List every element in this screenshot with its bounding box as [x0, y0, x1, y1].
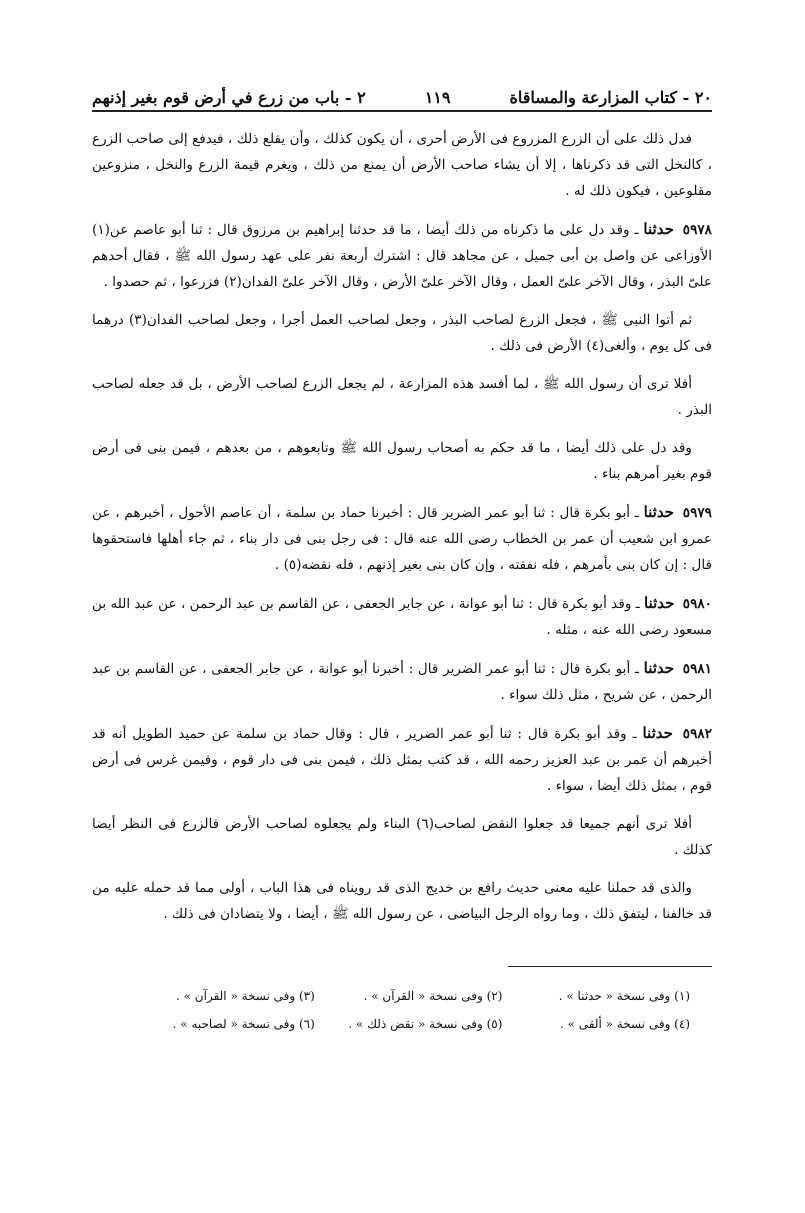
running-header	[92, 84, 712, 110]
footnote: (١) وفى نسخة « حدثنا » .	[558, 989, 690, 1003]
hadith-number: ٥٩٨٢	[682, 726, 713, 742]
footnote-row	[130, 982, 690, 1010]
footnotes	[130, 982, 690, 1038]
paragraph-text: فدل ذلك على أن الزرع المزروع فى الأرض أحرى ، أن يكون كذلك ، وأن يقلع ذلك ، فيدفع إلى صاحب الزرع ، كالنخل التى قد ذكرناها ، إلا أن يشاء صاحب الأرض أن يمنع من ذلك ، ويغرم قيمة الزرع والنخل ، منزوعين مقلوعين ، فيكون ذلك له .	[92, 131, 712, 199]
hadith-paragraph	[92, 590, 712, 643]
footnote: (٦) وفى نسخة « لصاحبه » .	[172, 1017, 315, 1031]
hadith-keyword: حدثنا	[643, 220, 674, 238]
hadith-paragraph	[92, 720, 712, 799]
paragraph	[92, 875, 712, 927]
page-number: ١١٩	[424, 87, 451, 107]
paragraph	[92, 811, 712, 863]
footnote-divider	[508, 966, 712, 967]
hadith-keyword: حدثنا	[643, 503, 674, 521]
paragraph-text: ـ وقد أبو بكرة قال : ثنا أبو عوانة ، عن جابر الجعفى ، عن القاسم بن عبد الرحمن ، عن عبد الله بن مسعود رضى الله عنه ، مثله .	[92, 596, 712, 638]
hadith-number: ٥٩٧٨	[682, 222, 712, 238]
paragraph-text: ـ أبو بكرة قال : ثنا أبو عمر الضرير قال : أخبرنا حماد بن سلمة ، أن عاصم الأحول ، أخبرهم ، عن عمرو ابن شعيب أن عمر بن الخطاب رضى الله عنه قال : فى رجل بنى فى دار بناء ، ثم جاء أهلها فاستحقوها قال : إن كان بنى بأمرهم ، فله نفقته ، وإن كان بنى بغير إذنهم ، فله نقضه(٥) .	[92, 505, 712, 573]
paragraph-text: ثم أتوا النبى ﷺ ، فجعل الزرع لصاحب البذر ، وجعل لصاحب العمل أجرا ، وجعل لصاحب الفدان(٣) درهما فى كل يوم ، وألغى(٤) الأرض فى ذلك .	[92, 312, 712, 354]
paragraph	[92, 307, 712, 359]
footnote: (٣) وفى نسخة « القرآن » .	[176, 989, 315, 1003]
hadith-keyword: حدثنا	[643, 659, 675, 677]
footnote: (٤) وفى نسخة « ألقى » .	[559, 1017, 690, 1031]
footnote-row	[130, 1010, 690, 1038]
hadith-keyword: حدثنا	[644, 594, 675, 612]
header-divider	[92, 110, 712, 112]
footnote: (٥) وفى نسخة « نقض ذلك » .	[348, 1017, 503, 1031]
paragraph-text: ـ وقد أبو بكرة قال : ثنا أبو عمر الضرير ، قال : وقال حماد بن سلمة عن حميد الطويل أنه قد أخبرهم أن عمر بن عبد العزيز رحمه الله ، قد كتب بمثل ذلك ، فيمن بنى فى دار قوم ، وفيمن غرس فى أرض قوم ، بمثل ذلك أيضا ، سواء .	[92, 726, 712, 794]
paragraph	[92, 126, 712, 204]
paragraph-text: ـ أبو بكرة قال : ثنا أبو عمر الضرير قال : أخبرنا أبو عوانة ، عن جابر الجعفى ، عن القاسم بن عبد الرحمن ، عن شريح ، مثل ذلك سواء .	[92, 661, 712, 703]
paragraph-text: أفلا ترى أن رسول الله ﷺ ، لما أفسد هذه المزارعة ، لم يجعل الزرع لصاحب الأرض ، بل قد جعله لصاحب البذر .	[92, 376, 712, 418]
footnote: (٢) وفى نسخة « القرآن » .	[363, 989, 503, 1003]
hadith-paragraph	[92, 216, 712, 295]
paragraph-text: أفلا ترى أنهم جميعا قد جعلوا النقض لصاحب(٦) البناء ولم يجعلوه لصاحب الأرض فالزرع فى النظر أيضا كذلك .	[92, 816, 712, 858]
hadith-paragraph	[92, 655, 712, 708]
paragraph-text: وقد دل على ذلك أيضا ، ما قد حكم به أصحاب رسول الله ﷺ وتابعوهم ، من بعدهم ، فيمن بنى فى أرض قوم بغير أمرهم بناء .	[92, 440, 712, 482]
main-text	[92, 126, 712, 939]
chapter-title: ٢٠ - كتاب المزارعة والمساقاة	[509, 87, 712, 107]
hadith-number: ٥٩٧٩	[682, 505, 712, 521]
paragraph-text: ـ وقد دل على ما ذكرناه من ذلك أيضا ، ما قد حدثنا إبراهيم بن مرزوق قال : ثنا أبو عاصم عن(١) الأوزاعى عن واصل بن أبى جميل ، عن مجاهد قال : اشترك أربعة نفر على عهد رسول الله ﷺ ، فقال أحدهم علىّ البذر ، وقال الآخر علىّ العمل ، وقال الآخر علىّ الأرض ، وقال الآخر علىّ الفدان(٢) فزرعوا ، ثم حصدوا .	[92, 222, 712, 290]
section-title: ٢ - باب من زرع في أرض قوم بغير إذنهم	[92, 87, 366, 107]
paragraph-text: والذى قد حملنا عليه معنى حديث رافع بن خديج الذى قد رويناه فى هذا الباب ، أولى مما قد حمله عليه من قد خالفنا ، ليتفق ذلك ، وما رواه الرجل البياضى ، عن رسول الله ﷺ ، أيضا ، ولا يتضادان فى ذلك .	[92, 880, 712, 922]
hadith-number: ٥٩٨٠	[682, 596, 712, 612]
hadith-number: ٥٩٨١	[682, 661, 712, 677]
hadith-paragraph	[92, 499, 712, 578]
hadith-keyword: حدثنا	[642, 724, 673, 742]
paragraph	[92, 435, 712, 487]
paragraph	[92, 371, 712, 423]
